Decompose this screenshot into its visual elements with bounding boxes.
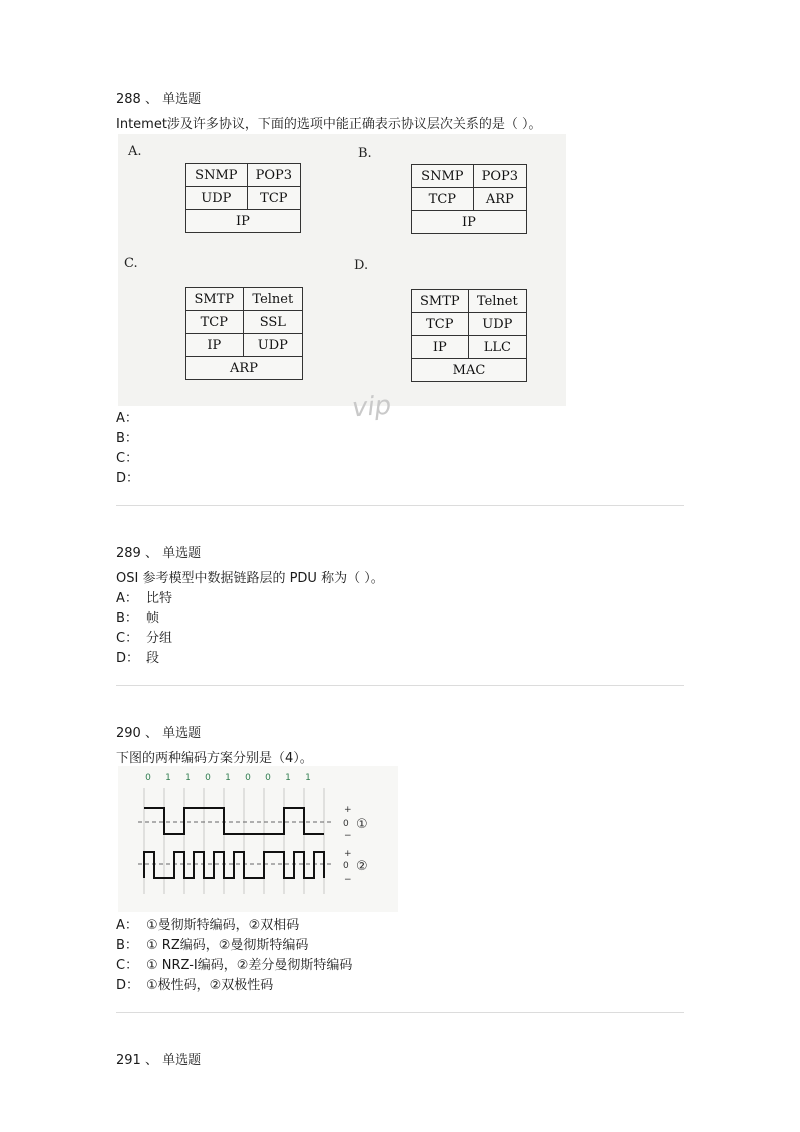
stack-a-cell: SNMP	[186, 164, 248, 187]
stack-a	[185, 163, 301, 233]
stack-b-cell: IP	[412, 211, 527, 234]
stack-d-cell: Telnet	[468, 290, 526, 313]
level-plus-2: +	[344, 849, 352, 859]
figure-label-b: B.	[358, 146, 372, 161]
stack-c-cell: SSL	[243, 311, 302, 334]
question-288-stem: Intemet涉及许多协议，下面的选项中能正确表示协议层次关系的是（ ）。	[116, 117, 542, 132]
waveform-1-label: ①	[356, 817, 368, 832]
level-minus-1: −	[344, 831, 352, 841]
option-letter: C：	[116, 451, 139, 466]
stack-b-cell: ARP	[473, 188, 526, 211]
bit-label: 1	[305, 773, 311, 783]
stack-c-cell: TCP	[186, 311, 244, 334]
option-text: 帧	[146, 611, 160, 626]
stack-d	[411, 289, 527, 382]
option-b[interactable]	[116, 427, 146, 446]
option-text: ①曼彻斯特编码，②双相码	[146, 918, 300, 933]
option-b[interactable]	[116, 607, 159, 626]
option-a[interactable]	[116, 407, 146, 426]
stack-a-cell: UDP	[186, 187, 248, 210]
option-letter: A：	[116, 591, 138, 606]
bit-label: 1	[225, 773, 231, 783]
option-letter: D：	[116, 471, 140, 486]
question-289-header: 289 、 单选题	[116, 546, 202, 561]
option-a[interactable]	[116, 587, 172, 606]
level-plus-1: +	[344, 805, 352, 815]
waveform-1	[144, 808, 324, 834]
option-text: 分组	[146, 631, 173, 646]
option-c[interactable]	[116, 954, 352, 973]
level-minus-2: −	[344, 875, 352, 885]
option-a[interactable]	[116, 914, 299, 933]
divider	[116, 505, 684, 506]
divider	[116, 685, 684, 686]
option-letter: C：	[116, 631, 139, 646]
stack-b	[411, 164, 527, 234]
stack-b-cell: SNMP	[412, 165, 474, 188]
stack-a-cell: POP3	[247, 164, 300, 187]
stack-d-cell: UDP	[468, 313, 526, 336]
bit-label: 1	[165, 773, 171, 783]
question-288-header: 288 、 单选题	[116, 92, 202, 107]
option-b[interactable]	[116, 934, 308, 953]
protocol-stack-figure	[118, 134, 566, 406]
stack-b-cell: POP3	[473, 165, 526, 188]
bit-label: 0	[205, 773, 211, 783]
stack-c-cell: IP	[186, 334, 244, 357]
stack-a-cell: TCP	[247, 187, 300, 210]
figure-label-c: C.	[124, 256, 138, 271]
option-text: 段	[146, 651, 160, 666]
option-letter: A：	[116, 918, 138, 933]
option-letter: D：	[116, 978, 140, 993]
stack-b-cell: TCP	[412, 188, 474, 211]
option-letter: D：	[116, 651, 140, 666]
figure-label-a: A.	[128, 144, 142, 159]
bit-label: 1	[285, 773, 291, 783]
option-text: ① RZ编码，②曼彻斯特编码	[146, 938, 309, 953]
stack-c-cell: UDP	[243, 334, 302, 357]
watermark: vip	[351, 390, 393, 424]
option-letter: B：	[116, 938, 138, 953]
figure-label-d: D.	[354, 258, 369, 273]
bit-label: 0	[245, 773, 251, 783]
stack-d-cell: MAC	[412, 359, 527, 382]
option-letter: B：	[116, 611, 138, 626]
divider	[116, 1012, 684, 1013]
stack-c	[185, 287, 303, 380]
waveform-2-label: ②	[356, 859, 368, 874]
stack-c-cell: SMTP	[186, 288, 244, 311]
option-d[interactable]	[116, 974, 273, 993]
waveform-2	[144, 852, 324, 878]
stack-d-cell: SMTP	[412, 290, 469, 313]
question-289-stem: OSI 参考模型中数据链路层的 PDU 称为（ ）。	[116, 571, 384, 586]
bit-label: 0	[265, 773, 271, 783]
stack-d-cell: LLC	[468, 336, 526, 359]
option-c[interactable]	[116, 627, 172, 646]
question-290-header: 290 、 单选题	[116, 726, 202, 741]
stack-c-cell: ARP	[186, 357, 303, 380]
level-zero-2: 0	[343, 861, 349, 871]
option-text: ①极性码，②双极性码	[146, 978, 274, 993]
stack-d-cell: TCP	[412, 313, 469, 336]
line-coding-figure	[118, 766, 398, 912]
option-d[interactable]	[116, 467, 146, 486]
option-d[interactable]	[116, 647, 159, 666]
stack-c-cell: Telnet	[243, 288, 302, 311]
option-text: ① NRZ-I编码，②差分曼彻斯特编码	[146, 958, 353, 973]
option-letter: A：	[116, 411, 138, 426]
bit-label: 0	[145, 773, 151, 783]
question-290-stem: 下图的两种编码方案分别是（4）。	[116, 751, 313, 766]
stack-a-cell: IP	[186, 210, 301, 233]
stack-d-cell: IP	[412, 336, 469, 359]
option-text: 比特	[146, 591, 173, 606]
option-letter: B：	[116, 431, 138, 446]
option-c[interactable]	[116, 447, 146, 466]
option-letter: C：	[116, 958, 139, 973]
question-291-header: 291 、 单选题	[116, 1053, 202, 1068]
level-zero-1: 0	[343, 819, 349, 829]
bit-label: 1	[185, 773, 191, 783]
